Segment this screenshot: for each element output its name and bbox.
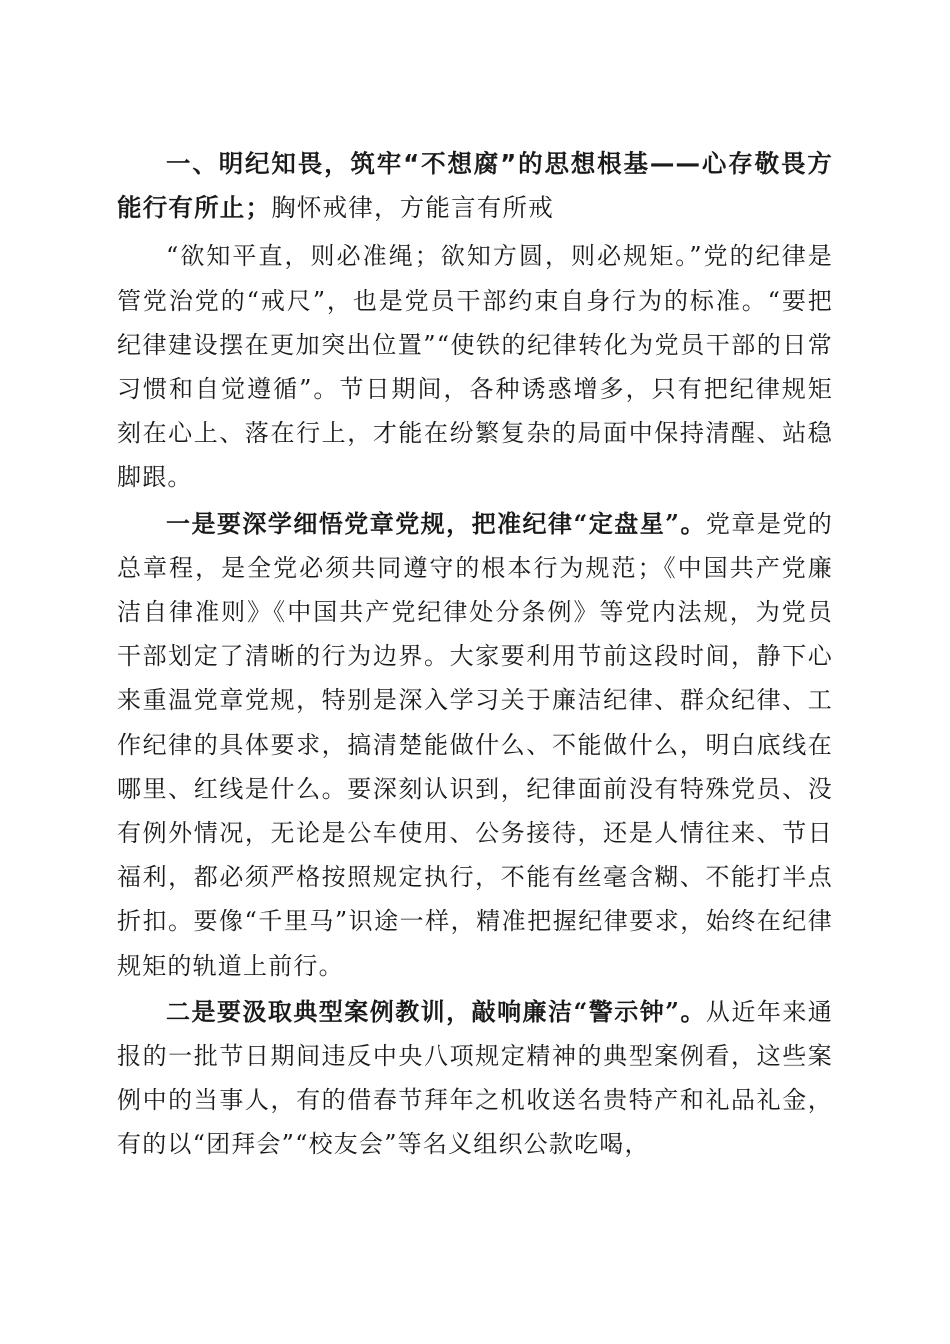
- paragraph-point-one-text: 党章是党的总章程，是全党必须共同遵守的根本行为规范；《中国共产党廉洁自律准则》《中国共产党纪律处分条例》等党内法规，为党员干部划定了清晰的行为边界。大家要利用节前这段时间，静下心来重温党章党规，特别是深入学习关于廉洁纪律、群众纪律、工作纪律的具体要求，搞清楚能做什么、不能做什么，明白底线在哪里、红线是什么。要深刻认识到，纪律面前没有特殊党员、没有例外情况，无论是公车使用、公务接待，还是人情往来、节日福利，都必须严格按照规定执行，不能有丝毫含糊、不能打半点折扣。要像“千里马”识途一样，精准把握纪律要求，始终在纪律规矩的轨道上前行。: [117, 509, 833, 980]
- section-heading: [117, 142, 833, 230]
- paragraph-intro-text: “欲知平直，则必准绳；欲知方圆，则必规矩。”党的纪律是管党治党的“戒尺”，也是党员干部约束自身行为的标准。“要把纪律建设摆在更加突出位置”“使铁的纪律转化为党员干部的日常习惯和自觉遵循”。节日期间，各种诱惑增多，只有把纪律规矩刻在心上、落在行上，才能在纷繁复杂的局面中保持清醒、站稳脚跟。: [117, 242, 833, 492]
- section-heading-bold: 一、明纪知畏，筑牢“不想腐”的思想根基——心存敬畏方能行有所止；: [117, 149, 833, 223]
- paragraph-point-one-lead: 一是要深学细悟党章党规，把准纪律“定盘星”。: [166, 508, 706, 538]
- paragraph-intro: [117, 234, 833, 499]
- paragraph-point-two: [117, 990, 833, 1167]
- paragraph-point-two-lead: 二是要汲取典型案例教训，敲响廉洁“警示钟”。: [166, 996, 706, 1026]
- document-page: [117, 142, 833, 1169]
- section-heading-rest: 胸怀戒律，方能言有所戒: [271, 193, 554, 223]
- paragraph-point-one: [117, 502, 833, 988]
- paragraph-point-two-text: 从近年来通报的一批节日期间违反中央八项规定精神的典型案例看，这些案例中的当事人，有的借春节拜年之机收送名贵特产和礼品礼金，有的以“团拜会”“校友会”等名义组织公款吃喝，: [117, 997, 833, 1159]
